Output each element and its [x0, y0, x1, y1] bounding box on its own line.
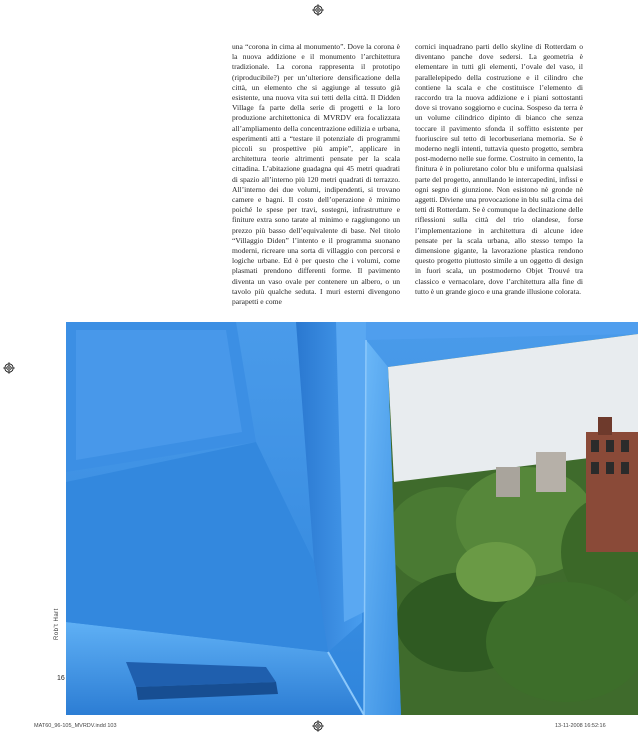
registration-mark-icon: [312, 720, 324, 732]
article-column-right: cornici inquadrano parti dello skyline di Rotterdam o diventano panche dove sedersi. La geometria è elementare in tutti gli elementi, l’ovale del vaso, il parallelepipedo della costruzione e il cilindro che contiene la scala e che costituisce l’elemento di raccordo tra la nuova addizione e i piani sottostanti dove si trovano soggiorno e cucina. Sospeso da terra è un volume cilindrico dipinto di bianco che senza toccare il pavimento sfonda il soffitto esistente per fuoriuscire sul tetto di lecorbuseriana memoria. Se è moderno negli intenti, tuttavia questo progetto, sembra post-moderno nelle sue forme. Costruito in cemento, la finitura è in poliuretano color blu e uniforma qualsiasi parte del progetto, annullando le intercapedini, infissi e ogni segno di giunzione. Non esistono nè gronde nè aggetti. Diviene una provocazione in blu sulla cima dei tetti di Rotterdam. Se è comunque la declinazione delle riflessioni sulla città del trio olandese, forse l’implementazione in architettura di alcune idee pensate per la scala urbana, allo stesso tempo la dimensione gigante, la lavorazione plastica rendono questo progetto piuttosto simile a un oggetto di design in fuori scala, un postmoderno Objet Trouvé tra classico e vernacolare, dove l’architettura alla fine di tutto è un grande gioco e una grande illusione colorata.: [415, 42, 583, 296]
page-number: 16: [57, 675, 65, 682]
footer-timestamp: 13-11-2008 16:52:16: [555, 723, 606, 729]
registration-mark-icon: [312, 4, 324, 16]
registration-mark-icon: [3, 362, 15, 374]
article-column-left: una “corona in cima al monumento”. Dove la corona è la nuova addizione e il monumento l’architettura tradizionale. La corona rappresenta il prototipo (riproducibile?) per un’ulteriore densificazione della città, un elemento che si aggiunge al tessuto già esistente, una nuova vita sui tetti della città. Il Didden Village fa parte della serie di progetti e la loro produzione architettonica di MVRDV era focalizzata all’ampliamento della concentrazione edilizia e urbana, esperimenti atti a “testare il potenziale di programmi piccoli su prospettive più ampie”, applicare in architettura teorie altrimenti pensate per la scala cittadina. L’abitazione guadagna qui 45 metri quadrati di spazio all’interno più 120 metri quadrati di terrazzo. All’interno dei due volumi, indipendenti, si trovano camere e bagni. Il costo dell’operazione è minimo poiché le spese per travi, sostegni, infrastrutture e finiture extra sono tarate al minimo e raggiungono un prezzo più basso dell’equivalente di base. Nel titolo “Villaggio Diden” l’intento e il programma suonano moderni, ricreare una sorta di villaggio con percorsi e logiche urbane. Ed è per questo che i volumi, come plasmati prendono differenti forme. Il pavimento diventa un vaso ovale per contenere un albero, o un tavolo più qualche seduta. I muri esterni divengono parapetti e come: [232, 42, 400, 307]
footer-file-slug: MAT60_96-105_MVRDV.indd 103: [34, 723, 117, 729]
architecture-photo: [66, 322, 638, 715]
photo-credit: Rob't Hart: [54, 608, 60, 640]
